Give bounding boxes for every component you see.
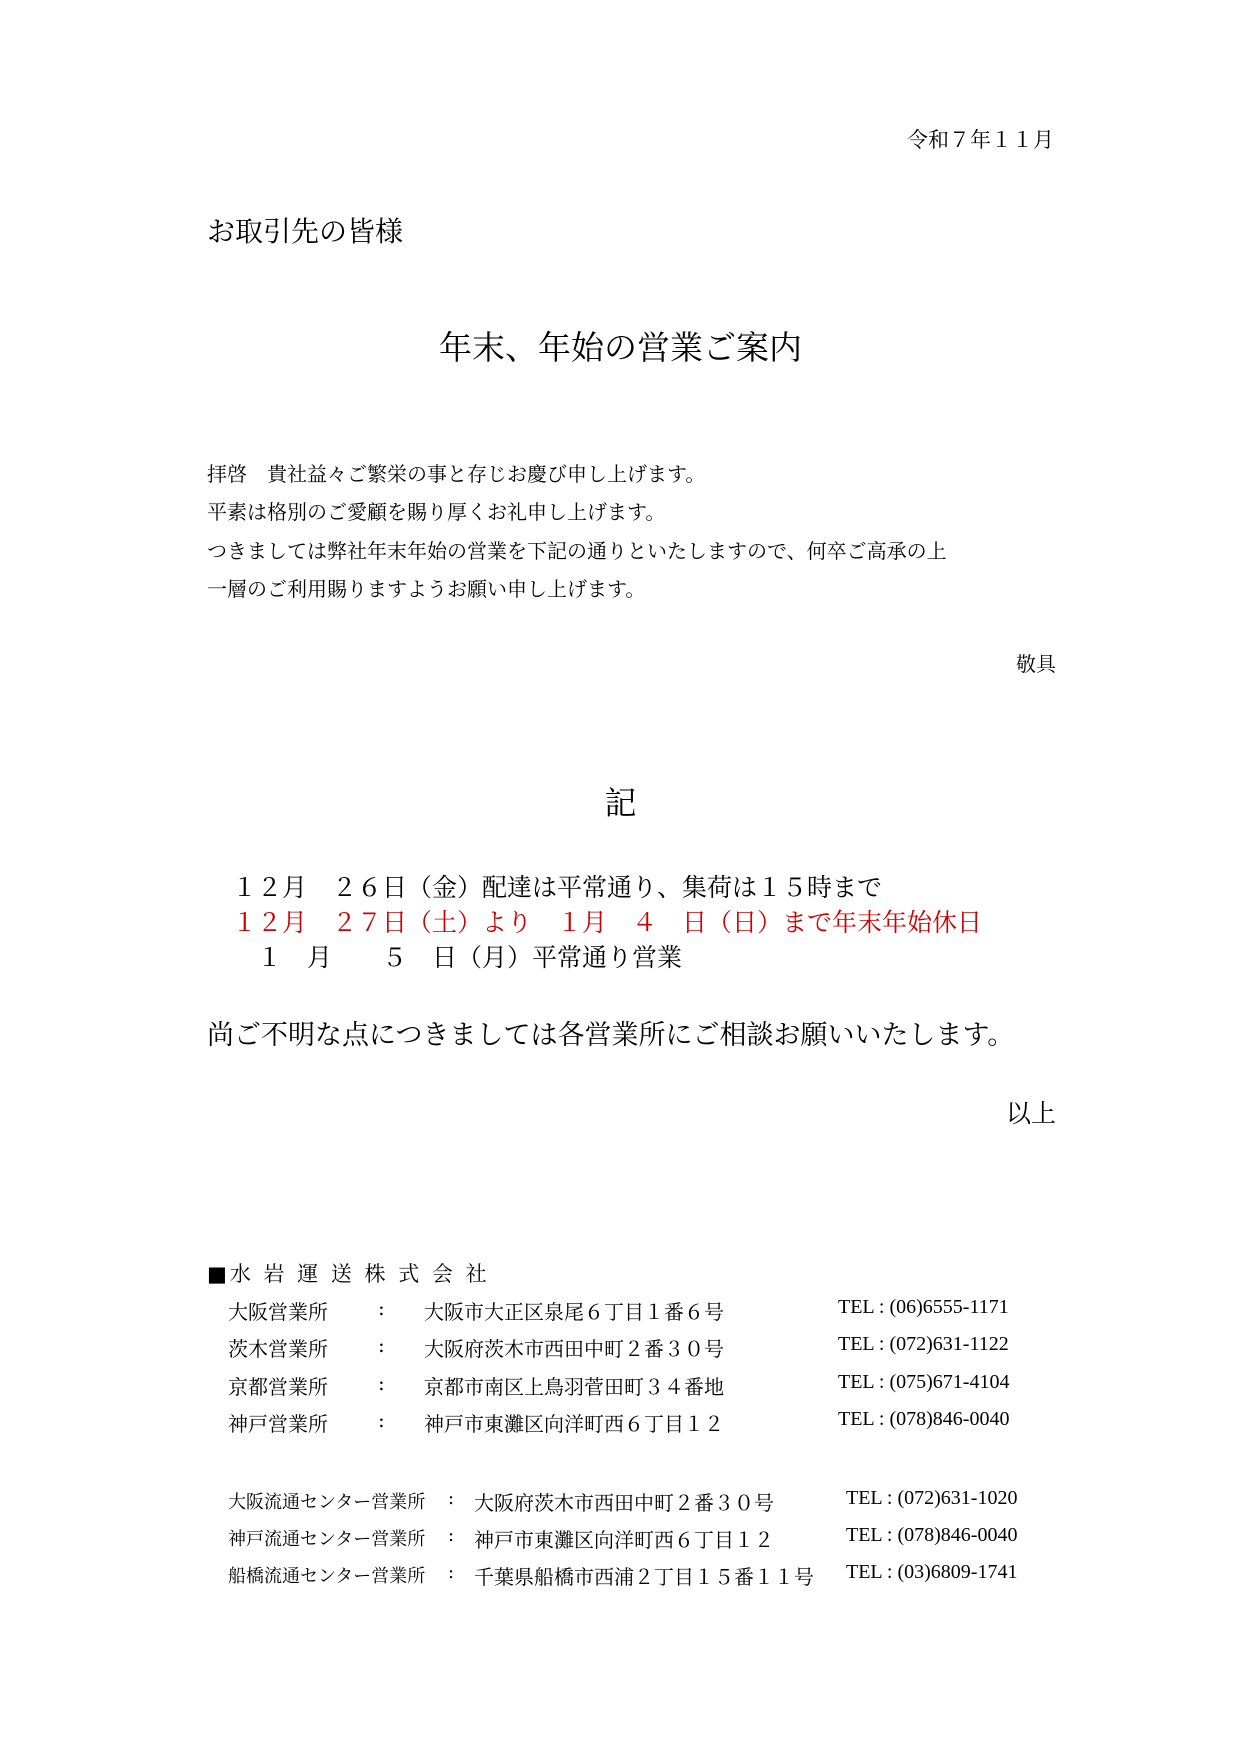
separator: : [448,1525,455,1546]
office-tel: TEL : (078)846-0040 [838,1408,1010,1430]
office-address: 大阪府茨木市西田中町２番３０号 [424,1337,724,1361]
addressee: お取引先の皆様 [207,215,404,248]
schedule-line: １２月 ２６日（金）配達は平常通り、集荷は１５時まで [232,873,883,902]
separator: : [448,1562,455,1583]
separator: : [378,1333,385,1357]
office-name: 茨木営業所 [228,1337,328,1361]
center-address: 千葉県船橋市西浦２丁目１５番１１号 [474,1565,814,1589]
center-address: 大阪府茨木市西田中町２番３０号 [474,1491,774,1515]
closing-keigu: 敬具 [1016,652,1056,676]
office-tel: TEL : (06)6555-1171 [838,1296,1009,1318]
inquiry-note: 尚ご不明な点につきましては各営業所にご相談お願いいたします。 [207,1020,1015,1051]
center-address: 神戸市東灘区向洋町西６丁目１２ [474,1528,774,1552]
office-address: 神戸市東灘区向洋町西６丁目１２ [424,1412,724,1436]
office-name: 京都営業所 [228,1375,328,1399]
schedule-line-holiday: １２月 ２７日（土）より １月 ４ 日（日）まで年末年始休日 [232,908,983,937]
schedule-line: １ 月 ５ 日（月）平常通り営業 [232,943,683,972]
body-line: 一層のご利用賜りますようお願い申し上げます。 [207,577,646,601]
center-tel: TEL : (072)631-1020 [846,1487,1018,1509]
center-tel: TEL : (03)6809-1741 [846,1561,1018,1583]
separator: : [448,1488,455,1509]
center-name: 神戸流通センター営業所 [228,1529,426,1550]
body-line: つきましては弊社年末年始の営業を下記の通りといたしますので、何卒ご高承の上 [207,539,947,563]
separator: : [378,1408,385,1432]
company-name: ■水 岩 運 送 株 式 会 社 [207,1262,490,1286]
office-address: 京都市南区上鳥羽菅田町３４番地 [424,1375,724,1399]
body-line: 拝啓 貴社益々ご繁栄の事と存じお慶び申し上げます。 [207,462,706,486]
ki-heading: 記 [604,784,637,822]
closing-ijou: 以上 [1005,1099,1056,1128]
center-name: 船橋流通センター営業所 [228,1566,426,1587]
document-date: 令和７年１１月 [907,128,1054,152]
office-tel: TEL : (072)631-1122 [838,1333,1009,1355]
office-name: 大阪営業所 [228,1300,328,1324]
document-title: 年末、年始の営業ご案内 [439,328,802,367]
body-line: 平素は格別のご愛顧を賜り厚くお礼申し上げます。 [207,500,666,524]
center-name: 大阪流通センター営業所 [228,1492,426,1513]
office-name: 神戸営業所 [228,1412,328,1436]
separator: : [378,1371,385,1395]
office-address: 大阪市大正区泉尾６丁目１番６号 [424,1300,724,1324]
office-tel: TEL : (075)671-4104 [838,1371,1010,1393]
separator: : [378,1296,385,1320]
center-tel: TEL : (078)846-0040 [846,1524,1018,1546]
